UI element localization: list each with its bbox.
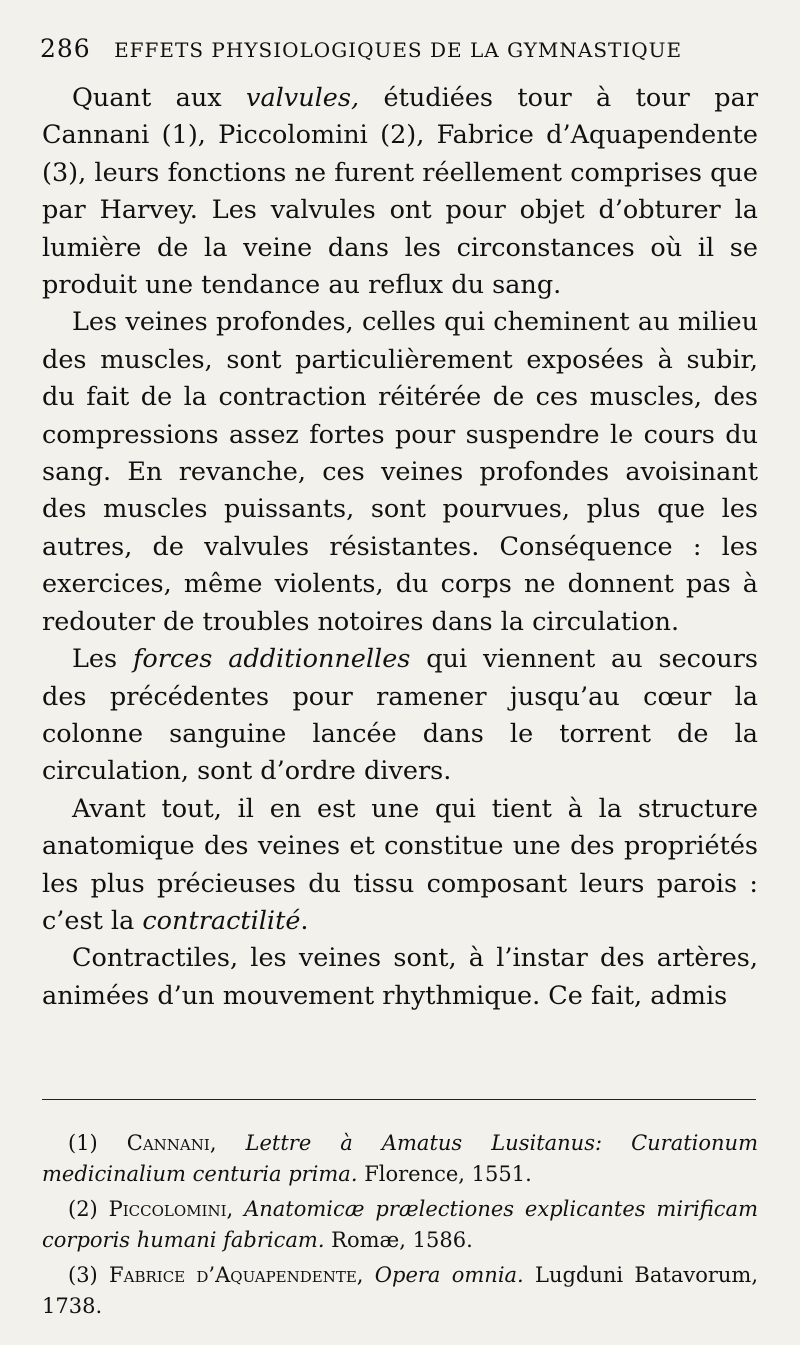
footnote-rest: Lugduni Batavorum, 1738. (42, 1263, 759, 1318)
paragraph (42, 80, 758, 304)
footnote-author: Piccolomini, (108, 1197, 234, 1221)
footnote-author: Fabrice d’Aquapendente, (109, 1263, 364, 1287)
page-number: 286 (40, 34, 91, 63)
footnote (42, 1128, 758, 1190)
paragraph: Les veines profondes, celles qui cheminent au milieu des muscles, sont particulièrement exposées à subir, du fait de la contraction réitérée de ces muscles, des compressions assez fortes pour suspendre le cours du sang. En revanche, ces veines profondes avoisinant des muscles puissants, sont pourvues, plus que les autres, de valvules résistantes. Conséquence : les exercices, même violents, du corps ne donnent pas à redouter de troubles notoires dans la circulation. (42, 307, 758, 637)
footnote-title: Opera omnia. (374, 1263, 524, 1287)
text-run: étudiées tour à tour par Cannani (1), Piccolomini (2), Fabrice d’Aquapendente (3), leurs fonctions ne furent réellement comprises que par Harvey. Les valvules ont pour objet d’obturer la lumière de la veine dans les circonstances où il se produit une tendance au reflux du sang. (42, 83, 759, 301)
footnote-rule (42, 1099, 756, 1100)
footnotes (42, 1128, 758, 1326)
text-run: Avant tout, il en est une qui tient à la structure anatomique des veines et constitue une des propriétés les plus précieuses du tissu composant leurs parois : c’est la (42, 793, 758, 936)
footnote-title: Lettre à Amatus Lusitanus: Curationum medicinalium centuria prima. (42, 1131, 758, 1186)
italic-term: forces additionnelles (132, 644, 411, 675)
paragraph (42, 791, 758, 941)
footnote-marker: (1) (68, 1131, 127, 1155)
paragraph: Contractiles, les veines sont, à l’instar des artères, animées d’un mouvement rhythmique. Ce fait, admis (42, 943, 758, 1011)
footnote-marker: (3) (68, 1263, 110, 1287)
footnote-author: Cannani, (126, 1131, 217, 1155)
footnote-marker: (2) (68, 1197, 109, 1221)
text-run: Quant aux (72, 83, 247, 113)
text-run: qui viennent au secours des précédentes pour ramener jusqu’au cœur la colonne sanguine lancée dans le torrent de la circulation, sont d’ordre divers. (42, 644, 758, 787)
text-run: . (300, 905, 309, 936)
running-head (40, 34, 756, 63)
footnote (42, 1260, 758, 1322)
body-text (42, 80, 758, 1015)
footnote-rest: Florence, 1551. (357, 1162, 532, 1186)
footnote (42, 1194, 758, 1256)
italic-term: contractilité (142, 905, 301, 936)
footnote-title: Anatomicæ prælectiones explicantes mirificam corporis humani fabricam. (42, 1197, 758, 1252)
paragraph (42, 641, 758, 791)
footnote-rest: Romæ, 1586. (324, 1228, 473, 1252)
running-title: EFFETS PHYSIOLOGIQUES DE LA GYMNASTIQUE (114, 38, 683, 62)
italic-term: valvules, (246, 83, 360, 113)
text-run: Les (72, 644, 133, 675)
